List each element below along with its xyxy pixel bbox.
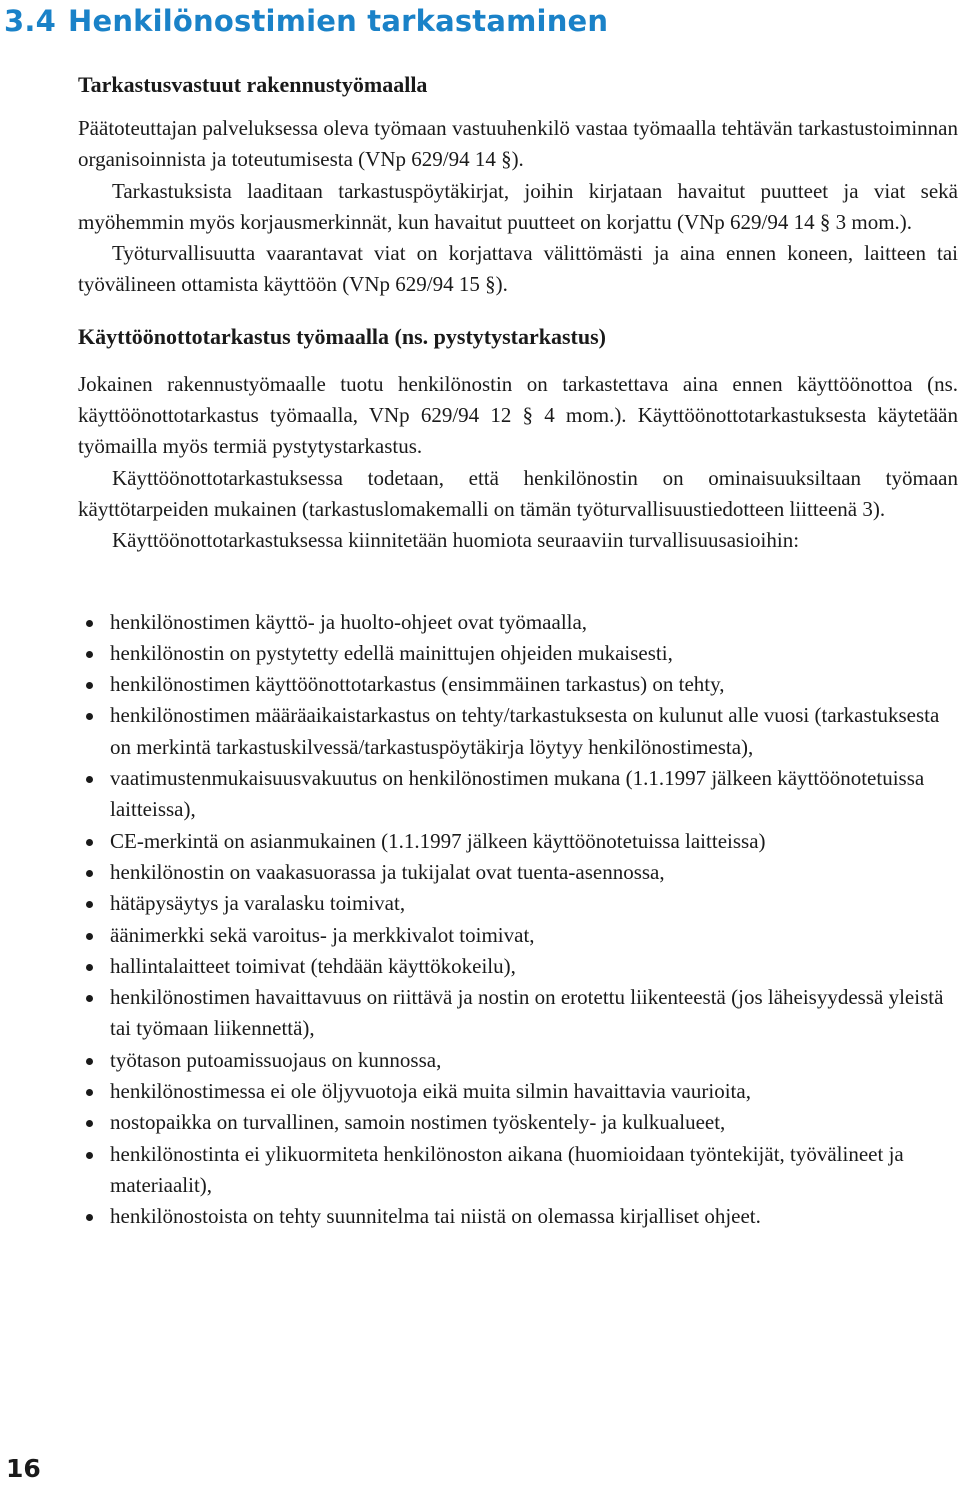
checklist-item: hätäpysäytys ja varalasku toimivat,	[78, 888, 958, 919]
section-heading	[4, 2, 608, 40]
paragraph-responsibility: Päätoteuttajan palveluksessa oleva työmaan vastuuhenkilö vastaa työmaalla tehtävän tarkastustoiminnan organisoinnista ja toteutumisesta (VNp 629/94 14 §).	[78, 116, 958, 172]
checklist-item: henkilönostinta ei ylikuormiteta henkilönoston aikana (huomioidaan työntekijät, työvälineet ja materiaalit),	[78, 1139, 958, 1202]
checklist-item: henkilönostimen käyttöönottotarkastus (ensimmäinen tarkastus) on tehty,	[78, 669, 958, 700]
paragraph-defect-repair: Työturvallisuutta vaarantavat viat on korjattava välittömästi ja aina ennen koneen, laitteen tai työvälineen ottamista käyttöön (VNp 629/94 15 §).	[78, 241, 958, 297]
checklist-item: henkilönostoista on tehty suunnitelma tai niistä on olemassa kirjalliset ohjeet.	[78, 1201, 958, 1232]
page-number: 16	[6, 1454, 41, 1483]
checklist-item: äänimerkki sekä varoitus- ja merkkivalot toimivat,	[78, 920, 958, 951]
checklist-item: CE-merkintä on asianmukainen (1.1.1997 jälkeen käyttöönotetuissa laitteissa)	[78, 826, 958, 857]
main-content	[78, 68, 958, 1233]
checklist-item: työtason putoamissuojaus on kunnossa,	[78, 1045, 958, 1076]
safety-checklist	[78, 607, 958, 1233]
checklist-item: henkilönostimen käyttö- ja huolto-ohjeet ovat työmaalla,	[78, 607, 958, 638]
section-title-text: Henkilönostimien tarkastaminen	[67, 4, 609, 38]
checklist-item: vaatimustenmukaisuusvakuutus on henkilönostimen mukana (1.1.1997 jälkeen käyttöönotetuissa laitteissa),	[78, 763, 958, 826]
checklist-item: henkilönostin on pystytetty edellä mainittujen ohjeiden mukaisesti,	[78, 638, 958, 669]
checklist-item: nostopaikka on turvallinen, samoin nostimen työskentely- ja kulkualueet,	[78, 1107, 958, 1138]
checklist-item: hallintalaitteet toimivat (tehdään käyttökokeilu),	[78, 951, 958, 982]
subheading-responsibilities: Tarkastusvastuut rakennustyömaalla	[78, 72, 428, 97]
checklist-item: henkilönostimen havaittavuus on riittävä ja nostin on erotettu liikenteestä (jos läheisyydessä yleistä tai työmaan liikennettä),	[78, 982, 958, 1045]
paragraph-commissioning: Jokainen rakennustyömaalle tuotu henkilönostin on tarkastettava aina ennen käyttöönottoa (ns. käyttöönottotarkastus työmaalla, VNp 629/94 12 § 4 mom.). Käyttöönottotarkastuksesta käytetään työmailla myös termiä pystytystarkastus.	[78, 371, 958, 459]
paragraph-inspection-records: Tarkastuksista laaditaan tarkastuspöytäkirjat, joihin kirjataan havaitut puutteet ja viat sekä myöhemmin myös korjausmerkinnät, kun havaitut puutteet on korjattu (VNp 629/94 14 § 3 mom.).	[78, 178, 958, 234]
subheading-commissioning-inspection: Käyttöönottotarkastus työmaalla (ns. pystytystarkastus)	[78, 323, 607, 349]
checklist-item: henkilönostimessa ei ole öljyvuotoja eikä muita silmin havaittavia vaurioita,	[78, 1076, 958, 1107]
section-number: 3.4	[4, 4, 56, 38]
checklist-item: henkilönostin on vaakasuorassa ja tukijalat ovat tuenta-asennossa,	[78, 857, 958, 888]
paragraph-suitability: Käyttöönottotarkastuksessa todetaan, että henkilönostin on ominaisuuksiltaan työmaan käyttötarpeiden mukainen (tarkastuslomakemalli on tämän työturvallisuustiedotteen liitteenä 3).	[78, 465, 958, 521]
paragraph-checklist-intro: Käyttöönottotarkastuksessa kiinnitetään huomiota seuraaviin turvallisuusasioihin:	[112, 528, 800, 553]
checklist-item: henkilönostimen määräaikaistarkastus on tehty/tarkastuksesta on kulunut alle vuosi (tarkastuksesta on merkintä tarkastuskilvessä/tarkastuspöytäkirja löytyy henkilönostimesta),	[78, 700, 958, 763]
